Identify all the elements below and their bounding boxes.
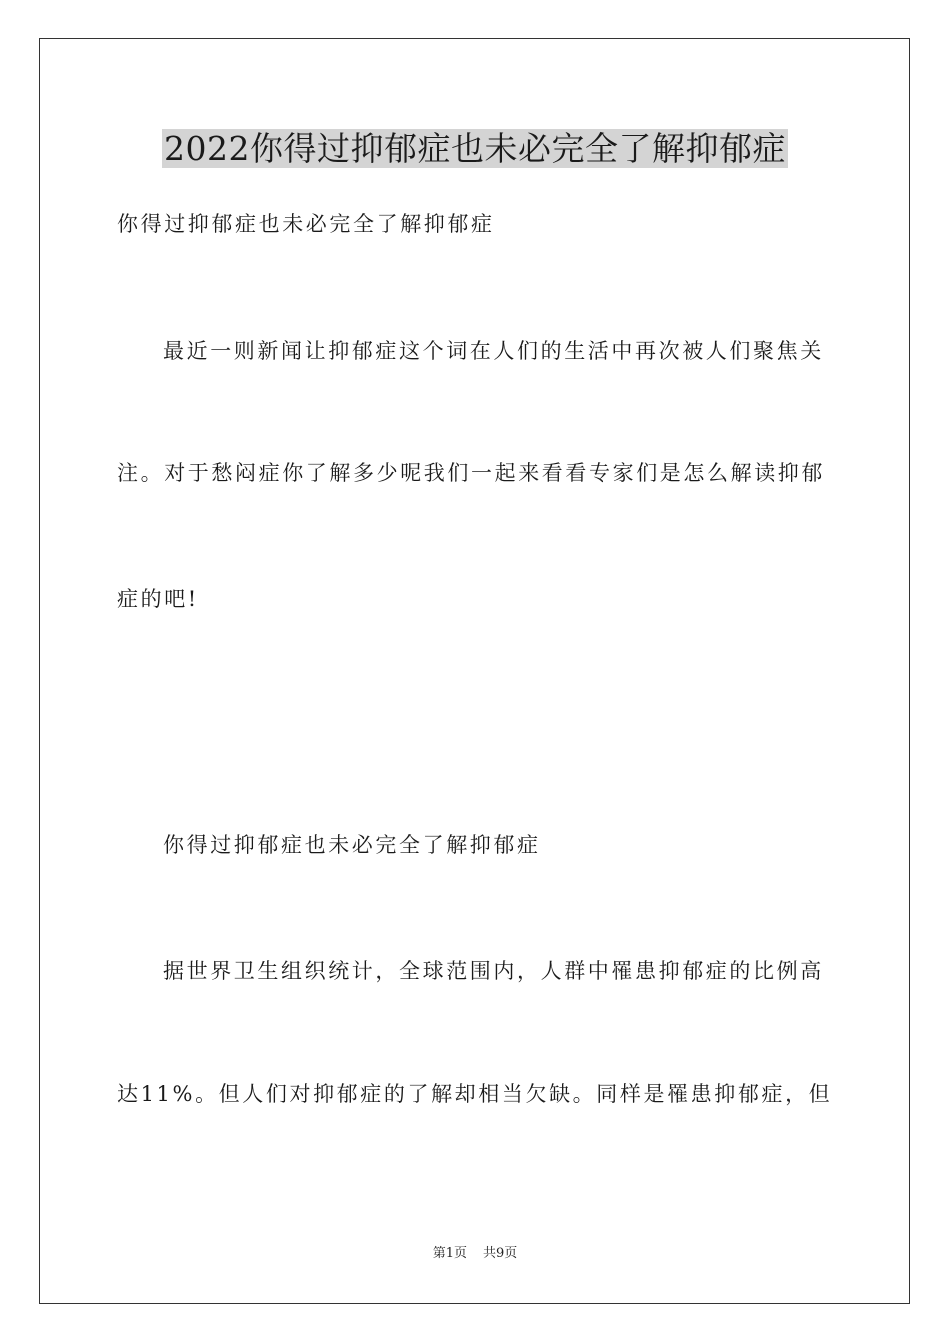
paragraph-line: 据世界卫生组织统计，全球范围内，人群中罹患抑郁症的比例高 <box>163 959 824 983</box>
subtitle-line: 你得过抑郁症也未必完全了解抑郁症 <box>117 212 495 236</box>
page-footer <box>0 1245 950 1263</box>
document-title <box>0 126 950 172</box>
paragraph-line: 注。对于愁闷症你了解多少呢我们一起来看看专家们是怎么解读抑郁 <box>117 461 825 485</box>
document-title-text: 2022你得过抑郁症也未必完全了解抑郁症 <box>164 129 786 168</box>
paragraph-line: 最近一则新闻让抑郁症这个词在人们的生活中再次被人们聚焦关 <box>163 339 824 363</box>
page-total: 共9页 <box>483 1246 518 1261</box>
section-heading-line: 你得过抑郁症也未必完全了解抑郁症 <box>163 833 541 857</box>
paragraph-line: 症的吧! <box>117 587 199 611</box>
page-number: 第1页 <box>432 1246 467 1261</box>
paragraph-line: 达11%。但人们对抑郁症的了解却相当欠缺。同样是罹患抑郁症，但 <box>117 1082 833 1106</box>
